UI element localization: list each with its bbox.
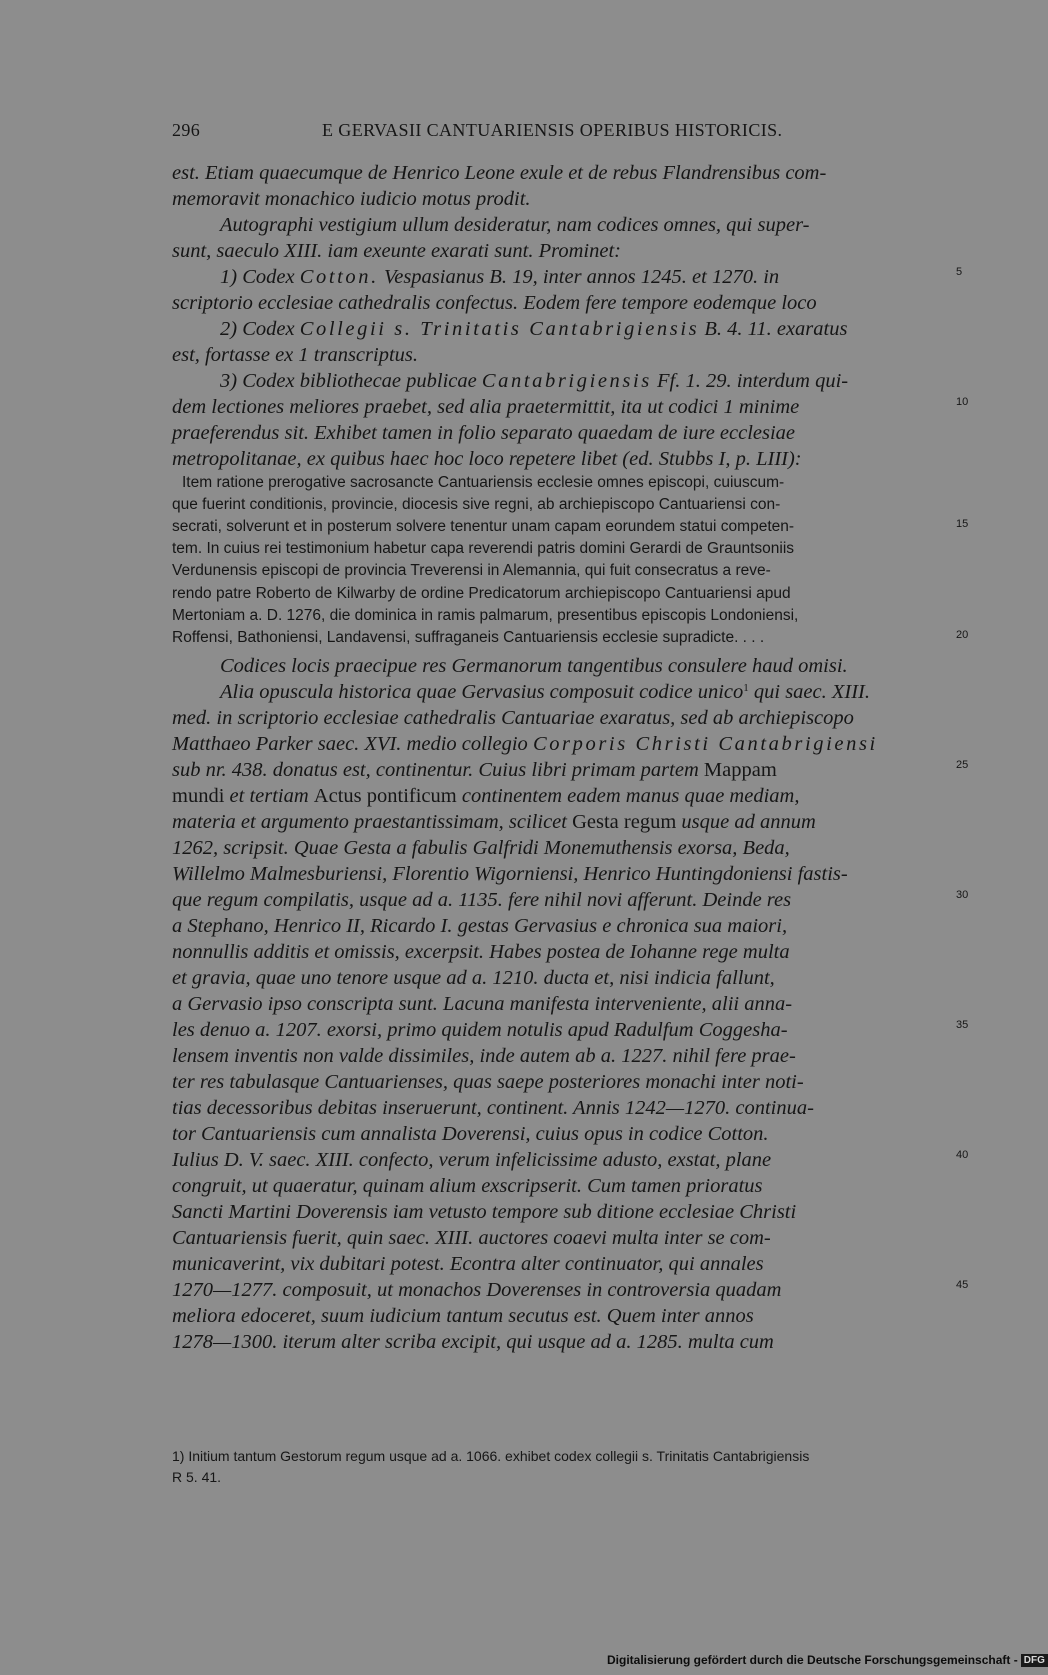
text-segment: 1278—1300. iterum alter scriba excipit, qui usque ad a. 1285. multa cum xyxy=(172,1330,774,1353)
text-segment: praeferendus sit. Exhibet tamen in folio separato quaedam de iure ecclesiae xyxy=(172,422,796,444)
text-segment: Cantuariensis fuerit, quin saec. XIII. auctores coaevi multa inter se com- xyxy=(172,1226,771,1249)
text-segment: Actus pontificum xyxy=(313,784,457,807)
text-line xyxy=(172,1043,952,1069)
quoted-document-line xyxy=(172,605,952,627)
text-segment: a Stephano, Henrico II, Ricardo I. gestas Gervasius e chronica sua maiori, xyxy=(172,914,788,937)
text-segment: Mertoniam a. D. 1276, die dominica in ramis palmarum, presentibus episcopis Londoniensi, xyxy=(172,606,799,624)
text-segment: nonnullis additis et omissis, excerpsit. Habes postea de Iohanne rege multa xyxy=(172,940,790,963)
line-number: 45 xyxy=(956,1278,969,1291)
text-segment: ter res tabulasque Cantuarienses, quas saepe posteriores monachi inter noti- xyxy=(172,1070,804,1093)
credit-text: Digitalisierung gefördert durch die Deutsche Forschungsgemeinschaft - xyxy=(607,1653,1018,1667)
text-line xyxy=(172,705,952,731)
text-segment: rendo patre Roberto de Kilwarby de ordine Predicatorum archiepiscopo Cantuariensi apud xyxy=(172,584,791,602)
text-segment: memoravit monachico iudicio motus prodit. xyxy=(172,188,531,210)
page-header xyxy=(172,120,812,146)
text-segment: Matthaeo Parker saec. XVI. medio collegio xyxy=(172,732,533,755)
text-line xyxy=(172,420,952,446)
text-segment: qui saec. XIII. xyxy=(748,680,870,703)
text-line xyxy=(172,264,952,290)
text-line xyxy=(172,1095,952,1121)
text-segment: Vespasianus B. 19, inter annos 1245. et 1270. in xyxy=(378,266,780,288)
text-line xyxy=(172,1277,952,1303)
quoted-document-line xyxy=(172,583,952,605)
text-line xyxy=(172,160,952,186)
text-line xyxy=(172,186,952,212)
text-line xyxy=(172,913,952,939)
line-number: 20 xyxy=(956,628,969,641)
text-segment: Mappam xyxy=(703,758,777,781)
text-line xyxy=(172,1173,952,1199)
text-line xyxy=(172,212,952,238)
text-segment: Item ratione prerogative sacrosancte Cantuariensis ecclesie omnes episcopi, cuiuscum- xyxy=(182,474,785,491)
text-line xyxy=(172,757,952,783)
text-line xyxy=(172,861,952,887)
text-segment: tor Cantuariensis cum annalista Doverensi, cuius opus in codice Cotton. xyxy=(172,1122,769,1145)
text-segment: Corporis Christi Cantabrigiensi xyxy=(532,732,878,755)
text-segment: que fuerint conditionis, provincie, diocesis sive regni, ab archiepiscopo Cantuariensi con- xyxy=(172,496,781,514)
text-segment: usque ad annum xyxy=(676,810,816,833)
text-segment: sunt, saeculo XIII. iam exeunte exarati sunt. Prominet: xyxy=(172,240,621,262)
text-segment: dem lectiones meliores praebet, sed alia praetermittit, ita ut codici 1 minime xyxy=(172,396,800,418)
text-segment: Autographi vestigium ullum desideratur, nam codices omnes, qui super- xyxy=(220,214,810,236)
text-segment: Collegii s. Trinitatis Cantabrigiensis xyxy=(299,318,700,340)
line-number: 15 xyxy=(956,518,969,531)
text-line xyxy=(172,809,952,835)
text-segment: lensem inventis non valde dissimiles, inde autem ab a. 1227. nihil fere prae- xyxy=(172,1044,796,1067)
text-segment: 2) Codex xyxy=(220,318,300,340)
line-number: 25 xyxy=(956,758,969,771)
text-line xyxy=(172,1225,952,1251)
text-segment: Cotton. xyxy=(299,266,379,288)
text-segment: 3) Codex bibliothecae publicae xyxy=(220,370,482,392)
line-number: 35 xyxy=(956,1018,969,1031)
text-line xyxy=(172,653,952,679)
text-segment: tem. In cuius rei testimonium habetur capa reverendi patris domini Gerardi de Grauntsoniis xyxy=(172,540,795,558)
text-line xyxy=(172,1303,952,1329)
text-line xyxy=(172,342,952,368)
text-line xyxy=(172,290,952,316)
text-line xyxy=(172,1069,952,1095)
text-segment: Sancti Martini Doverensis iam vetusto tempore sub ditione ecclesiae Christi xyxy=(172,1200,797,1223)
text-line xyxy=(172,368,952,394)
text-segment: mundi xyxy=(172,784,225,807)
text-segment: Willelmo Malmesburiensi, Florentio Wigorniensi, Henrico Huntingdoniensi fastis- xyxy=(172,862,848,885)
text-line xyxy=(172,939,952,965)
quoted-document-line xyxy=(172,538,952,560)
text-segment: a Gervasio ipso conscripta sunt. Lacuna manifesta interveniente, alii anna- xyxy=(172,992,793,1015)
text-line xyxy=(172,1251,952,1277)
quoted-document-line xyxy=(172,560,952,582)
text-segment: Roffensi, Bathoniensi, Landavensi, suffraganeis Cantuariensis ecclesie supradicte. . . . xyxy=(172,628,765,646)
text-segment: Iulius D. V. saec. XIII. confecto, verum infelicissime adusto, exstat, plane xyxy=(172,1148,772,1171)
footnote-line: R 5. 41. xyxy=(172,1469,222,1485)
text-segment: Cantabrigiensis xyxy=(481,370,652,392)
text-segment: tias decessoribus debitas inseruerunt, continent. Annis 1242—1270. continua- xyxy=(172,1096,814,1119)
text-line xyxy=(172,965,952,991)
text-segment: et tertiam xyxy=(224,784,314,807)
text-line xyxy=(172,238,952,264)
text-line xyxy=(172,1017,952,1043)
text-line xyxy=(172,1147,952,1173)
text-line xyxy=(172,679,952,705)
text-segment: 1262, scripsit. Quae Gesta a fabulis Galfridi Monemuthensis exorsa, Beda, xyxy=(172,836,790,859)
text-segment: est. Etiam quaecumque de Henrico Leone exule et de rebus Flandrensibus com- xyxy=(172,162,827,184)
text-line xyxy=(172,394,952,420)
text-segment: materia et argumento praestantissimam, scilicet xyxy=(172,810,573,833)
text-line xyxy=(172,783,952,809)
text-segment: 1270—1277. composuit, ut monachos Doverenses in controversia quadam xyxy=(172,1278,782,1301)
footnote-marker: 1 xyxy=(743,681,749,694)
text-segment: Gesta regum xyxy=(572,810,677,833)
text-segment: Codices locis praecipue res Germanorum tangentibus consulere haud omisi. xyxy=(220,654,848,677)
text-segment: municaverint, vix dubitari potest. Econtra alter continuator, qui annales xyxy=(172,1252,764,1275)
text-segment: meliora edoceret, suum iudicium tantum secutus est. Quem inter annos xyxy=(172,1304,754,1327)
line-number: 10 xyxy=(956,396,969,408)
footnote-line: 1) Initium tantum Gestorum regum usque ad a. 1066. exhibet codex collegii s. Trinitatis Cantabrigiensis xyxy=(172,1448,810,1464)
footnote xyxy=(172,1446,962,1488)
text-segment: B. 4. 11. exaratus xyxy=(699,318,848,340)
text-segment: Ff. 1. 29. interdum qui- xyxy=(651,370,849,392)
running-title: E GERVASII CANTUARIENSIS OPERIBUS HISTORICIS. xyxy=(322,120,783,140)
text-segment: et gravia, quae uno tenore usque ad a. 1210. ducta et, nisi indicia fallunt, xyxy=(172,966,775,989)
text-line xyxy=(172,316,952,342)
text-line xyxy=(172,731,952,757)
text-segment: sub nr. 438. donatus est, continentur. Cuius libri primam partem xyxy=(172,758,704,781)
quoted-document-line xyxy=(172,472,952,494)
quoted-document-line xyxy=(172,627,952,649)
text-segment: 1) Codex xyxy=(220,266,300,288)
dfg-logo: DFG xyxy=(1021,1654,1048,1667)
page-number: 296 xyxy=(172,120,201,140)
text-line xyxy=(172,835,952,861)
text-segment: congruit, ut quaeratur, quinam alium exscripserit. Cum tamen prioratus xyxy=(172,1174,763,1197)
text-segment: med. in scriptorio ecclesiae cathedralis Cantuariae exaratus, sed ab archiepiscopo xyxy=(172,706,854,729)
text-segment: que regum compilatis, usque ad a. 1135. fere nihil novi afferunt. Deinde res xyxy=(172,888,792,911)
text-segment: metropolitanae, ex quibus haec hoc loco repetere libet (ed. Stubbs I, p. LIII): xyxy=(172,448,802,470)
quoted-document-line xyxy=(172,516,952,538)
digitization-credit xyxy=(607,1653,1045,1673)
quoted-document-line xyxy=(172,494,952,516)
text-line xyxy=(172,1329,952,1355)
text-segment: les denuo a. 1207. exorsi, primo quidem notulis apud Radulfum Coggesha- xyxy=(172,1018,788,1041)
line-number: 30 xyxy=(956,888,969,901)
text-segment: secrati, solverunt et in posterum solvere tenentur unam capam eorundem statui competen- xyxy=(172,518,795,536)
text-line xyxy=(172,991,952,1017)
line-number: 40 xyxy=(956,1148,969,1161)
text-line xyxy=(172,887,952,913)
text-segment: est, fortasse ex 1 transcriptus. xyxy=(172,344,418,366)
text-segment: Verdunensis episcopi de provincia Treverensi in Alemannia, qui fuit consecratus a reve- xyxy=(172,562,771,580)
text-segment: continentem eadem manus quae mediam, xyxy=(456,784,800,807)
text-line xyxy=(172,1199,952,1225)
line-number: 5 xyxy=(956,266,963,278)
text-segment: scriptorio ecclesiae cathedralis confectus. Eodem fere tempore eodemque loco xyxy=(172,292,817,314)
text-line xyxy=(172,1121,952,1147)
text-segment: Alia opuscula historica quae Gervasius composuit codice unico xyxy=(220,680,744,703)
text-line xyxy=(172,446,952,472)
